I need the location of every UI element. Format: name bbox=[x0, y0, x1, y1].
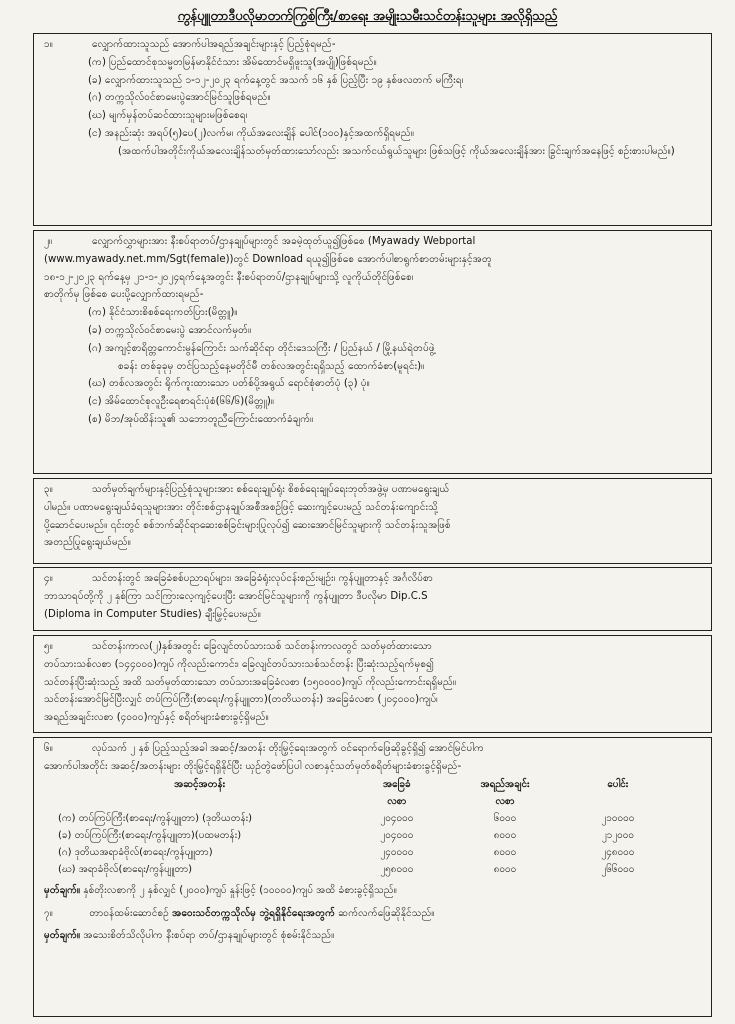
section-text: ပါမည်။ ပဏာမရွေးချယ်ခံရသူများအား တိုင်းစစ်ဌာနချုပ်အစီအစဉ်ဖြင့် ဆေးကျင့်ပေးမည့် သင်တန်းကျောင်းသို့ bbox=[44, 501, 438, 513]
table-subheader-row bbox=[54, 793, 674, 810]
column-header: ပေါင်း bbox=[607, 778, 629, 790]
section-5 bbox=[33, 635, 712, 733]
base-pay-cell: ၂၄၀၀၀၀ bbox=[380, 846, 414, 858]
section-text: စာတိုက်မှ ဖြစ်စေ ပေးပို့လျှောက်ထားရမည်- bbox=[44, 289, 204, 301]
section-number: ၇။ bbox=[44, 908, 53, 920]
section-6 bbox=[33, 737, 712, 1017]
base-pay-cell: ၂၅၈၀၀၀ bbox=[380, 863, 414, 875]
table-row bbox=[54, 861, 674, 878]
section-1 bbox=[33, 33, 712, 226]
qualification-pay-cell: ၈၀၀၀ bbox=[493, 863, 517, 875]
section-number: ၄။ bbox=[44, 573, 53, 584]
section-text: အရည်အချင်းလစာ (၄၀၀၀)ကျပ်နှင့် စရိတ်များခံစားခွင့်ရှိမည်။ bbox=[44, 712, 269, 724]
section-text: (Diploma in Computer Studies) ချီးမြှင့်ပေးမည်။ bbox=[44, 608, 261, 620]
section-7 bbox=[44, 905, 701, 923]
base-pay-cell: ၂၀၄၀၀၀ bbox=[380, 812, 414, 824]
column-header: အဆင့်အတန်း bbox=[174, 778, 226, 790]
total-pay-cell: ၂၆၆၀၀၀ bbox=[601, 863, 635, 875]
document-item: (င) အိမ်ထောင်စုလူဦးရေစာရင်းပုံစံ(၆၆/၆)(မိတ္တူ)။ bbox=[88, 396, 274, 408]
page-title: ကွန်ပျူတာဒီပလိုမာတက်ကြွစ်ကြီး/စာရေး အမျိုးသမီးသင်တန်းသူများ အလိုရှိသည် bbox=[177, 9, 558, 24]
column-subheader: လစာ bbox=[495, 795, 515, 807]
section-text: ဘာသာရပ်တို့ကို ၂ နှစ်ကြာ သင်ကြားလေ့ကျင့်ပေးပြီး အောင်မြင်သူများကို ကွန်ပျူတာ ဒီပလိုမာ Dip.C.S bbox=[44, 590, 428, 602]
note-text: အသေးစိတ်သိလိုပါက နီးစပ်ရာ တပ်/ဌာနချုပ်များတွင် စုံစမ်းနိုင်သည်။ bbox=[83, 930, 335, 942]
section-number: ၃။ bbox=[44, 484, 53, 495]
section-text: တပ်သားသစ်လစာ (၁၄၄၀၀၀)ကျပ် ကိုလည်းကောင်း၊ ခြေလျင်တပ်သားသစ်သင်တန်း ပြီးဆုံးသည့်ရက်မှစ၍ bbox=[44, 658, 434, 670]
column-subheader: လစာ bbox=[387, 795, 407, 807]
rank-cell: (က) တပ်ကြပ်ကြီး(စာရေး/ကွန်ပျူတာ) (ဒုတိယတန်း) bbox=[58, 812, 253, 824]
rank-cell: (ဂ) ဒုတိယအရာခံဗိုလ်(စာရေး/ကွန်ပျူတာ) bbox=[58, 846, 213, 858]
column-header: အရည်အချင်း bbox=[480, 778, 530, 790]
section-text: သင်တန်းတွင် အခြေခံစစ်ပညာရပ်များ၊ အခြေခံရုံးလုပ်ငန်းစည်းမျဉ်း၊ ကွန်ပျူတာနှင့် အင်္ဂလိပ်စာ bbox=[92, 573, 433, 584]
document-item-continued: စခန်း တစ်ခုခုမှ တင်ပြသည့်နေ့မတိုင်မီ တစ်လအတွင်းရရှိသည့် ထောက်ခံစာ(မူရင်း)။ bbox=[118, 360, 425, 372]
section-text: သင်တန်းကာလ(၂)နှစ်အတွင်း ခြေလျင်တပ်သားသစ် သင်တန်းကာလတွင် သတ်မှတ်ထားသော bbox=[92, 641, 432, 652]
rank-cell: (ဃ) အရာခံဗိုလ်(စာရေး/ကွန်ပျူတာ) bbox=[58, 863, 193, 875]
section-text: သင်တန်းအောင်မြင်ပြီးလျှင် တပ်ကြပ်ကြီး(စာရေး/ကွန်ပျူတာ)(တတိယတန်း) အခြေခံလစာ (၂၀၄၀၀၀)ကျပ်၊ bbox=[44, 694, 438, 706]
section-text: ၁၈-၁၂-၂၀၂၃ ရက်နေ့မှ ၂၁-၁-၂၀၂၄ရက်နေ့အတွင်း နီးစပ်ရာတပ်/ဌာနချုပ်များသို့ လူကိုယ်တိုင်ဖြစ်စေ၊ bbox=[44, 271, 414, 283]
section-text: လျှောက်လွှာများအား နီးစပ်ရာတပ်/ဌာနချုပ်များတွင် အခမဲ့ထုတ်ယူ၍ဖြစ်စေ (Myawady Webportal bbox=[92, 236, 476, 247]
requirement-item: (ဃ) မျက်မှန်တပ်ဆင်ထားသူများမဖြစ်စေရ၊ bbox=[88, 110, 248, 122]
section-text: (www.myawady.net.mm/Sgt(female))တွင် Download ရယူ၍ဖြစ်စေ အောက်ပါစာရွက်စာတမ်းများနှင့်အတူ bbox=[44, 253, 492, 265]
section-text: သင်တန်းပြီးဆုံးသည့် အထိ သတ်မှတ်ထားသော တပ်သားအခြေခံလစာ (၁၅၀၀၀၀)ကျပ် ကိုလည်းကောင်းရရှိမည်။ bbox=[44, 676, 457, 688]
table-row bbox=[54, 810, 674, 827]
column-subheader bbox=[562, 793, 674, 810]
salary-note bbox=[44, 882, 701, 900]
note-label: မှတ်ချက်။ bbox=[44, 884, 81, 896]
document-item: (ဂ) အကျင့်စာရိတ္တကောင်းမွန်ကြောင်း သက်ဆိုင်ရာ တိုင်းဒေသကြီး / ပြည်နယ် / မြို့နယ်ရဲတပ်ဖွဲ့ bbox=[88, 342, 435, 354]
section-intro: လျှောက်ထားသူသည် အောက်ပါအရည်အချင်းများနှင့် ပြည့်စုံရမည်- bbox=[92, 39, 336, 50]
section-text: ဆက်လက်ဖြေဆိုနိုင်သည်။ bbox=[335, 908, 435, 920]
document-item: (ခ) တက္ကသိုလ်ဝင်စာမေးပွဲ အောင်လက်မှတ်။ bbox=[88, 324, 252, 336]
document-item: (စ) မိဘ/အုပ်ထိန်းသူ၏ သဘောတူညီကြောင်းထောက်ခံချက်။ bbox=[88, 413, 314, 425]
requirement-item: (ဂ) တက္ကသိုလ်ဝင်စာမေးပွဲအောင်မြင်သူဖြစ်ရမည်။ bbox=[88, 92, 271, 104]
section-number: ၆။ bbox=[44, 743, 53, 754]
column-header: အခြေခံ bbox=[382, 778, 411, 790]
requirement-item: (က) ပြည်ထောင်စုသမ္မတမြန်မာနိုင်ငံသား အိမ်ထောင်မရှိဖူးသူ(အပျို)ဖြစ်ရမည်။ bbox=[88, 56, 377, 68]
total-pay-cell: ၂၄၈၀၀၀ bbox=[601, 846, 635, 858]
document-item: (က) နိုင်ငံသားစိစစ်ရေးကတ်ပြား(မိတ္တူ)။ bbox=[88, 307, 238, 319]
section-2 bbox=[33, 230, 712, 474]
document-item: (ဃ) တစ်လအတွင်း ရိုက်ကူးထားသော ပတ်စ်ပို့အရွယ် ရောင်စုံဓာတ်ပုံ (၃) ပုံ။ bbox=[88, 378, 370, 390]
table-row bbox=[54, 827, 674, 844]
section-text: အောက်ပါအတိုင်း အဆင့်/အတန်းများ တိုးမြှင့်ရရှိနိုင်ပြီး ယှဉ်တွဲဖော်ပြပါ လစာနှင့်သတ်မှတ်စရိတ်များခံစားခွင့်ရှိမည်- bbox=[44, 760, 462, 772]
requirement-note: (အထက်ပါအတိုင်းကိုယ်အလေးချိန်သတ်မှတ်ထားသော်လည်း အသက်ငယ်ရွယ်သူများ ဖြစ်သဖြင့် ကိုယ်အလေးချိန်အား ခြွင်းချက်အနေဖြင့် စဉ်းစားပါမည်။) bbox=[118, 145, 675, 157]
base-pay-cell: ၂၀၄၀၀၀ bbox=[380, 829, 414, 841]
column-subheader bbox=[54, 793, 345, 810]
section-text: ပို့ဆောင်ပေးမည်။ ၎င်းတွင် စစ်ဘက်ဆိုင်ရာဆေးစစ်ခြင်းများပြုလုပ်၍ ဆေးအောင်မြင်သူများကို သင်တန်းသူအဖြစ် bbox=[44, 519, 451, 531]
section-text: အတည်ပြုရွေးချယ်မည်။ bbox=[44, 537, 131, 549]
requirement-item: (ခ) လျှောက်ထားသူသည် ၁-၁၂-၂၀၂၃ ရက်နေ့တွင် အသက် ၁၆ နှစ် ပြည့်ပြီး ၁၉ နှစ်ဖလတက် မကြီးရ၊ bbox=[88, 74, 464, 86]
rank-cell: (ခ) တပ်ကြပ်ကြီး(စာရေး/ကွန်ပျူတာ)(ပထမတန်း) bbox=[58, 829, 242, 841]
qualification-pay-cell: ၈၀၀၀ bbox=[493, 829, 517, 841]
section-number: ၁။ bbox=[44, 39, 53, 50]
section-number: ၂။ bbox=[44, 236, 53, 247]
table-header-row bbox=[54, 776, 674, 793]
footer-note bbox=[44, 927, 701, 945]
note-label: မှတ်ချက်။ bbox=[44, 930, 81, 942]
section-text: သတ်မှတ်ချက်များနှင့်ပြည့်စုံသူများအား စစ်ရေးချုပ်ရုံး စိစစ်ရေးချုပ်ရေးဘုတ်အဖွဲ့မှ ပဏာမရွေးချယ် bbox=[92, 484, 450, 495]
qualification-pay-cell: ၈၀၀၀ bbox=[493, 846, 517, 858]
section-text-emphasis: အဝေးသင်တက္ကသိုလ်မှ ဘွဲ့ရရှိနိုင်ရေးအတွက် bbox=[172, 908, 336, 920]
qualification-pay-cell: ၆၀၀၀ bbox=[493, 812, 517, 824]
requirement-item: (င) အနည်းဆုံး အရပ်(၅)ပေ(၂)လက်မ၊ ကိုယ်အလေးချိန် ပေါင်(၁၀၀)နှင့်အထက်ရှိရမည်။ bbox=[88, 127, 414, 139]
section-4 bbox=[33, 567, 712, 631]
salary-table bbox=[54, 776, 674, 878]
note-text: နှစ်တိုးလစာကို ၂ နှစ်လျှင် (၂၀၀၀)ကျပ် နှုန်းဖြင့် (၁၀၀၀၀)ကျပ် အထိ ခံစားခွင့်ရှိသည်။ bbox=[83, 884, 397, 896]
total-pay-cell: ၂၁၀၀၀၀ bbox=[601, 812, 635, 824]
section-number: ၅။ bbox=[44, 641, 53, 652]
total-pay-cell: ၂၁၂၀၀၀ bbox=[601, 829, 635, 841]
section-3 bbox=[33, 478, 712, 564]
section-text: လုပ်သက် ၂ နှစ် ပြည့်သည့်အခါ အဆင့်/အတန်း တိုးမြှင့်ရေးအတွက် ဝင်ရောက်ဖြေဆိုခွင့်ရှိ၍ အောင်မြင်ပါက bbox=[92, 743, 484, 754]
table-row bbox=[54, 844, 674, 861]
section-text: တာဝန်ထမ်းဆောင်စဉ် bbox=[89, 908, 173, 920]
